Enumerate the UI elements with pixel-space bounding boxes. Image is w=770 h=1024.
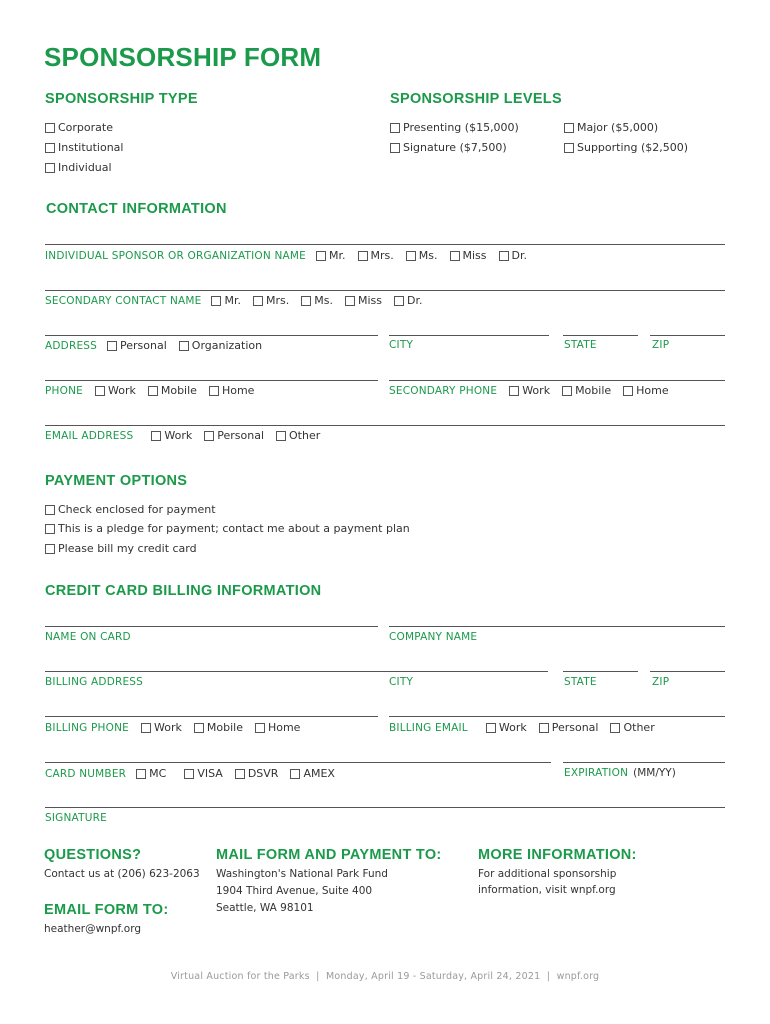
checkbox-icon [211,296,221,306]
address-label: ADDRESS [45,339,98,352]
option-label: Dr. [511,249,527,262]
checkbox-icon [486,723,496,733]
state-label: STATE [564,339,597,351]
email-form-address[interactable]: heather@wnpf.org [44,923,141,935]
billing-address-line[interactable] [45,671,548,672]
honorific-mr[interactable] [316,249,346,262]
option-label: Personal [217,429,264,442]
option-label: Mobile [575,384,612,397]
card-number-line[interactable] [45,762,551,763]
phone-home-option[interactable] [209,384,254,397]
email-form-heading: EMAIL FORM TO: [44,902,169,918]
expiration-format: (MM/YY) [633,767,676,779]
signature-label: SIGNATURE [45,812,107,824]
sec-phone-home-option[interactable] [623,384,668,397]
option-label: Mobile [160,384,197,397]
email-label: EMAIL ADDRESS [45,429,134,442]
option-label: Supporting ($2,500) [577,141,689,154]
option-label: Personal [551,721,599,734]
checkbox-icon [45,163,55,173]
checkbox-icon [107,341,117,351]
option-label: Mrs. [370,249,394,262]
zip-line[interactable] [650,335,725,336]
billing-phone-label: BILLING PHONE [45,721,130,734]
option-label: Organization [191,339,263,352]
sponsor-name-line[interactable] [45,244,725,245]
checkbox-icon [194,723,204,733]
payment-credit-card-option[interactable] [45,542,197,555]
option-label: Major ($5,000) [577,121,659,134]
questions-text: Contact us at (206) 623-2063 [44,868,200,880]
option-label: Mr. [329,249,346,262]
option-label: DSVR [247,767,279,780]
checkbox-icon [499,251,509,261]
checkbox-icon [45,524,55,534]
expiration-line[interactable] [563,762,725,763]
option-label: Mrs. [265,294,290,307]
sponsorship-type-heading: SPONSORSHIP TYPE [45,91,198,107]
checkbox-icon [562,386,572,396]
billing-state-line[interactable] [563,671,638,672]
checkbox-icon [255,723,265,733]
option-label: Mr. [224,294,241,307]
option-label: Ms. [314,294,333,307]
checkbox-icon [390,143,400,153]
more-info-line-1: For additional sponsorship [478,868,617,880]
checkbox-icon [45,544,55,554]
billing-email-personal-option[interactable] [539,721,599,734]
email-line[interactable] [45,425,725,426]
expiration-label: EXPIRATION [564,767,629,779]
checkbox-icon [136,769,146,779]
payment-check-option[interactable] [45,503,216,516]
checkbox-icon [148,386,158,396]
card-number-label: CARD NUMBER [45,767,127,780]
option-label: Dr. [406,294,423,307]
questions-heading: QUESTIONS? [44,847,142,863]
option-label: AMEX [303,767,335,780]
billing-heading: CREDIT CARD BILLING INFORMATION [45,583,322,599]
billing-email-work-option[interactable] [486,721,527,734]
option-label: Home [221,384,255,397]
option-label: Home [636,384,669,397]
email-row [45,429,332,442]
option-label: VISA [197,767,223,780]
checkbox-icon [204,431,214,441]
checkbox-icon [151,431,161,441]
option-label: Signature ($7,500) [403,141,507,154]
checkbox-icon [45,505,55,515]
name-on-card-label: NAME ON CARD [45,631,131,643]
option-label: Other [623,721,655,734]
option-label: Ms. [418,249,438,262]
checkbox-icon [610,723,620,733]
payment-heading: PAYMENT OPTIONS [45,473,188,489]
checkbox-icon [394,296,404,306]
phone-mobile-option[interactable] [148,384,197,397]
card-visa-option[interactable] [184,767,222,780]
email-other-option[interactable] [276,429,320,442]
checkbox-icon [564,123,574,133]
option-label: Work [154,721,182,734]
mail-line-3: Seattle, WA 98101 [216,902,314,914]
type-institutional-option[interactable] [45,141,123,154]
billing-email-line[interactable] [389,716,725,717]
option-label: Institutional [58,141,124,154]
signature-line[interactable] [45,807,725,808]
sec-honorific-dr[interactable] [394,294,422,307]
level-signature-option[interactable] [390,141,507,154]
billing-address-label: BILLING ADDRESS [45,676,144,688]
billing-phone-line[interactable] [45,716,378,717]
checkbox-icon [358,251,368,261]
option-label: Corporate [58,121,113,134]
billing-zip-line[interactable] [650,671,725,672]
option-label: This is a pledge for payment; contact me about a payment plan [58,522,410,535]
checkbox-icon [141,723,151,733]
billing-email-row [389,721,667,734]
checkbox-icon [623,386,633,396]
address-line[interactable] [45,335,378,336]
level-supporting-option[interactable] [564,141,688,154]
level-major-option[interactable] [564,121,658,134]
checkbox-icon [45,143,55,153]
card-dsvr-option[interactable] [235,767,279,780]
name-on-card-line[interactable] [45,626,378,627]
honorific-ms[interactable] [406,249,438,262]
option-label: Work [522,384,551,397]
page-title: SPONSORSHIP FORM [44,42,322,72]
billing-state-label: STATE [564,676,597,688]
option-label: Individual [58,161,112,174]
billing-zip-label: ZIP [652,676,670,688]
type-corporate-option[interactable] [45,121,113,134]
billing-city-label: CITY [389,676,414,688]
expiration-row [564,767,676,779]
option-label: Work [498,721,527,734]
billing-phone-row [45,721,312,734]
checkbox-icon [253,296,263,306]
more-info-line-2: information, visit wnpf.org [478,884,616,896]
phone-work-option[interactable] [95,384,136,397]
option-label: Miss [357,294,382,307]
honorific-miss[interactable] [450,249,487,262]
checkbox-icon [301,296,311,306]
checkbox-icon [179,341,189,351]
contact-heading: CONTACT INFORMATION [46,201,227,217]
option-label: Check enclosed for payment [58,503,216,516]
option-label: Other [289,429,321,442]
card-amex-option[interactable] [290,767,335,780]
sec-phone-mobile-option[interactable] [562,384,611,397]
card-mc-option[interactable] [136,767,166,780]
card-number-row [45,767,347,780]
more-info-heading: MORE INFORMATION: [478,847,637,863]
option-label: Presenting ($15,000) [403,121,519,134]
sec-phone-work-option[interactable] [509,384,550,397]
secondary-contact-row [45,294,434,307]
checkbox-icon [390,123,400,133]
billing-phone-work-option[interactable] [141,721,182,734]
secondary-phone-label: SECONDARY PHONE [389,384,498,397]
secondary-phone-row [389,384,681,397]
option-label: Personal [120,339,167,352]
address-row [45,339,274,352]
billing-phone-home-option[interactable] [255,721,300,734]
checkbox-icon [406,251,416,261]
checkbox-icon [235,769,245,779]
checkbox-icon [184,769,194,779]
company-line[interactable] [389,626,725,627]
address-organization-option[interactable] [179,339,262,352]
sponsor-name-label: INDIVIDUAL SPONSOR OR ORGANIZATION NAME [45,249,307,262]
checkbox-icon [316,251,326,261]
sponsorship-levels-heading: SPONSORSHIP LEVELS [390,91,562,107]
sec-honorific-mr[interactable] [211,294,241,307]
option-label: Work [164,429,193,442]
phone-line[interactable] [45,380,378,381]
checkbox-icon [509,386,519,396]
email-work-option[interactable] [151,429,192,442]
state-line[interactable] [563,335,638,336]
sponsor-name-row [45,249,539,262]
checkbox-icon [95,386,105,396]
billing-phone-mobile-option[interactable] [194,721,243,734]
city-line[interactable] [389,335,549,336]
city-label: CITY [389,339,414,351]
address-personal-option[interactable] [107,339,167,352]
phone-row [45,384,266,397]
sec-honorific-mrs[interactable] [253,294,289,307]
secondary-contact-line[interactable] [45,290,725,291]
checkbox-icon [539,723,549,733]
payment-pledge-option[interactable] [45,522,410,535]
option-label: Please bill my credit card [58,542,197,555]
honorific-dr[interactable] [499,249,527,262]
checkbox-icon [564,143,574,153]
type-individual-option[interactable] [45,161,112,174]
checkbox-icon [345,296,355,306]
secondary-contact-label: SECONDARY CONTACT NAME [45,294,202,307]
mail-form-heading: MAIL FORM AND PAYMENT TO: [216,847,442,863]
billing-email-other-option[interactable] [610,721,654,734]
option-label: Home [267,721,301,734]
checkbox-icon [290,769,300,779]
level-presenting-option[interactable] [390,121,519,134]
sec-honorific-ms[interactable] [301,294,333,307]
phone-label: PHONE [45,384,83,397]
checkbox-icon [450,251,460,261]
zip-label: ZIP [652,339,670,351]
option-label: Work [107,384,136,397]
option-label: Mobile [206,721,243,734]
company-label: COMPANY NAME [389,631,478,643]
email-personal-option[interactable] [204,429,264,442]
secondary-phone-line[interactable] [389,380,725,381]
mail-line-2: 1904 Third Avenue, Suite 400 [216,885,373,897]
checkbox-icon [276,431,286,441]
sec-honorific-miss[interactable] [345,294,382,307]
option-label: MC [149,767,167,780]
checkbox-icon [45,123,55,133]
honorific-mrs[interactable] [358,249,394,262]
option-label: Miss [462,249,487,262]
checkbox-icon [209,386,219,396]
mail-line-1: Washington's National Park Fund [216,868,388,880]
billing-email-label: BILLING EMAIL [389,721,468,734]
footer-text: Virtual Auction for the Parks | Monday, April 19 - Saturday, April 24, 2021 | wnpf.org [170,971,600,982]
